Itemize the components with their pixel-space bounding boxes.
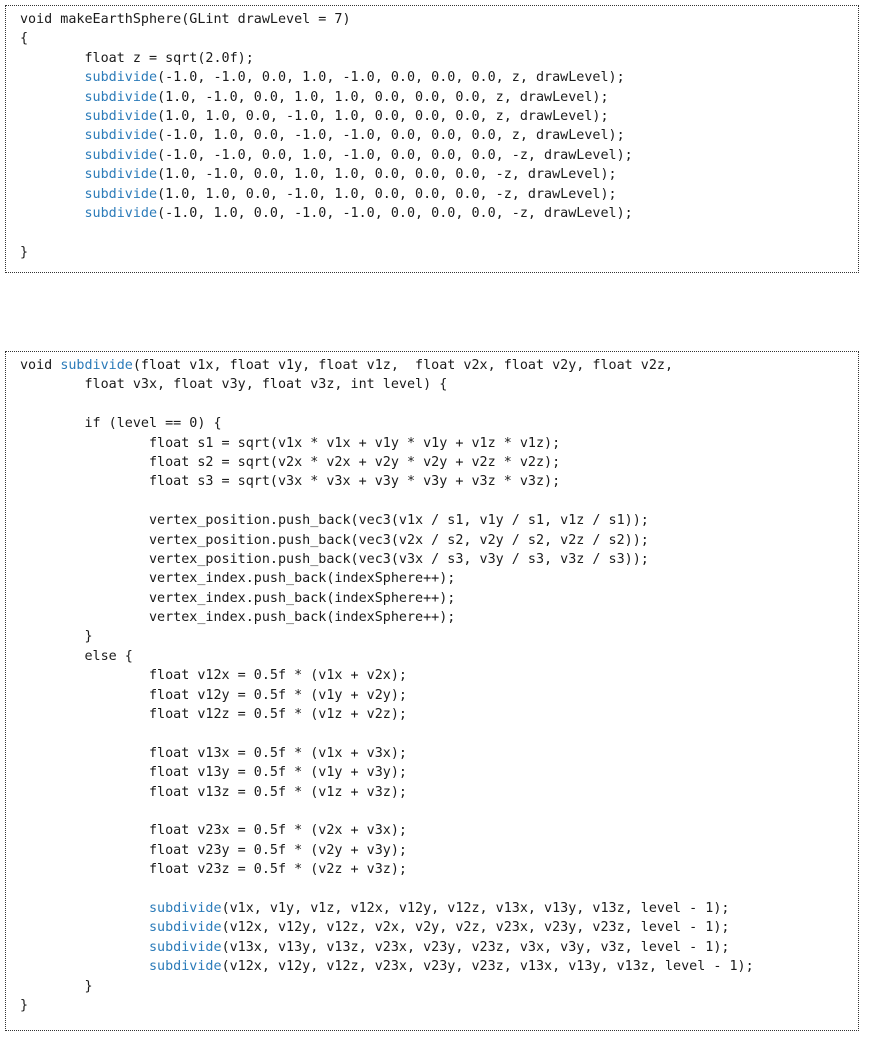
code-text: if (level == 0) {	[20, 416, 222, 432]
code-text: vertex_position.push_back(vec3(v3x / s3, v3y / s3, v3z / s3));	[20, 551, 649, 567]
code-text: (1.0, 1.0, 0.0, -1.0, 1.0, 0.0, 0.0, 0.0, -z, drawLevel);	[157, 186, 617, 202]
code-text: (1.0, -1.0, 0.0, 1.0, 1.0, 0.0, 0.0, 0.0, -z, drawLevel);	[157, 167, 617, 183]
code-text: (v12x, v12y, v12z, v2x, v2y, v2z, v23x, v23y, v23z, level - 1);	[221, 920, 730, 936]
code-line	[20, 185, 858, 204]
code-text: (-1.0, 1.0, 0.0, -1.0, -1.0, 0.0, 0.0, 0.0, z, drawLevel);	[157, 128, 625, 144]
code-text: }	[20, 629, 93, 645]
code-line	[20, 395, 858, 414]
code-line	[20, 744, 858, 763]
code-line	[20, 29, 858, 48]
code-line	[20, 375, 858, 394]
code-line	[20, 204, 858, 223]
code-line	[20, 899, 858, 918]
code-line	[20, 434, 858, 453]
code-text: (v13x, v13y, v13z, v23x, v23y, v23z, v3x, v3y, v3z, level - 1);	[221, 939, 730, 955]
code-line	[20, 126, 858, 145]
code-text: {	[20, 31, 29, 47]
code-text	[20, 187, 85, 202]
code-block-make-earth-sphere	[5, 5, 859, 273]
code-line	[20, 705, 858, 724]
code-text: }	[20, 244, 29, 260]
code-line	[20, 88, 858, 107]
code-text: float v13y = 0.5f * (v1y + v3y);	[20, 765, 407, 781]
function-name: subdivide	[149, 920, 222, 936]
code-text	[20, 109, 85, 124]
function-name: subdivide	[84, 147, 158, 163]
code-text: float s3 = sqrt(v3x * v3x + v3y * v3y + v3z * v3z);	[20, 474, 561, 490]
function-name: subdivide	[84, 205, 158, 221]
code-line	[20, 414, 858, 433]
function-name: subdivide	[84, 89, 158, 105]
code-line	[20, 10, 858, 29]
code-line	[20, 627, 858, 646]
code-line	[20, 821, 858, 840]
code-line	[20, 783, 858, 802]
code-line	[20, 492, 858, 511]
code-text	[20, 167, 85, 182]
code-text: else {	[20, 648, 133, 664]
code-line	[20, 243, 858, 262]
function-name: subdivide	[84, 167, 158, 183]
function-name: subdivide	[149, 900, 222, 916]
code-text: void	[20, 358, 61, 373]
code-line	[20, 68, 858, 87]
code-line	[20, 918, 858, 937]
code-text: float v13x = 0.5f * (v1x + v3x);	[20, 745, 407, 761]
code-text: (v1x, v1y, v1z, v12x, v12y, v12z, v13x, v13y, v13z, level - 1);	[221, 900, 730, 916]
code-text: float v23x = 0.5f * (v2x + v3x);	[20, 823, 407, 839]
code-line	[20, 996, 858, 1015]
code-text	[20, 901, 149, 916]
code-text: float v3x, float v3y, float v3z, int level) {	[20, 377, 448, 393]
code-text	[20, 940, 149, 955]
code-line	[20, 165, 858, 184]
code-line	[20, 511, 858, 530]
function-name: subdivide	[84, 128, 158, 144]
function-name: subdivide	[60, 358, 133, 373]
code-text: float v12x = 0.5f * (v1x + v2x);	[20, 668, 407, 684]
code-text: (v12x, v12y, v12z, v23x, v23y, v23z, v13x, v13y, v13z, level - 1);	[221, 959, 754, 975]
code-text: void makeEarthSphere(GLint drawLevel = 7)	[20, 12, 351, 27]
code-line	[20, 724, 858, 743]
code-line	[20, 802, 858, 821]
code-text: (float v1x, float v1y, float v1z, float v2x, float v2y, float v2z,	[132, 358, 674, 373]
code-text: (1.0, 1.0, 0.0, -1.0, 1.0, 0.0, 0.0, 0.0, z, drawLevel);	[157, 108, 609, 124]
code-text: (-1.0, 1.0, 0.0, -1.0, -1.0, 0.0, 0.0, 0.0, -z, drawLevel);	[157, 205, 633, 221]
code-line	[20, 938, 858, 957]
code-line	[20, 763, 858, 782]
code-text: }	[20, 997, 29, 1013]
function-name: subdivide	[149, 959, 222, 975]
code-line	[20, 569, 858, 588]
code-text: (1.0, -1.0, 0.0, 1.0, 1.0, 0.0, 0.0, 0.0, z, drawLevel);	[157, 89, 609, 105]
code-text: float v12z = 0.5f * (v1z + v2z);	[20, 707, 407, 723]
code-line	[20, 860, 858, 879]
function-name: subdivide	[149, 939, 222, 955]
code-block-subdivide	[5, 351, 859, 1031]
code-text: float v23z = 0.5f * (v2z + v3z);	[20, 862, 407, 878]
code-text	[20, 206, 85, 221]
code-text: vertex_index.push_back(indexSphere++);	[20, 571, 456, 587]
code-line	[20, 589, 858, 608]
code-text: float v23y = 0.5f * (v2y + v3y);	[20, 842, 407, 858]
code-line	[20, 107, 858, 126]
code-line	[20, 49, 858, 68]
code-text: (-1.0, -1.0, 0.0, 1.0, -1.0, 0.0, 0.0, 0.0, -z, drawLevel);	[157, 147, 633, 163]
code-text: float z = sqrt(2.0f);	[20, 50, 254, 66]
code-line	[20, 146, 858, 165]
code-text	[20, 128, 85, 143]
code-text	[20, 70, 85, 85]
code-line	[20, 977, 858, 996]
code-line	[20, 666, 858, 685]
code-text: float v13z = 0.5f * (v1z + v3z);	[20, 784, 407, 800]
code-line	[20, 472, 858, 491]
function-name: subdivide	[84, 108, 158, 124]
code-line	[20, 686, 858, 705]
code-text: float v12y = 0.5f * (v1y + v2y);	[20, 687, 407, 703]
code-text	[20, 920, 149, 935]
code-text	[20, 90, 85, 105]
code-text: }	[20, 978, 93, 994]
code-text: (-1.0, -1.0, 0.0, 1.0, -1.0, 0.0, 0.0, 0.0, z, drawLevel);	[157, 70, 625, 86]
code-line	[20, 608, 858, 627]
code-line	[20, 531, 858, 550]
code-text	[20, 959, 149, 974]
code-line	[20, 223, 858, 242]
code-line	[20, 880, 858, 899]
code-line	[20, 647, 858, 666]
code-text: vertex_index.push_back(indexSphere++);	[20, 590, 456, 606]
code-line	[20, 550, 858, 569]
code-line	[20, 957, 858, 976]
code-text	[20, 148, 85, 163]
code-text: float s2 = sqrt(v2x * v2x + v2y * v2y + v2z * v2z);	[20, 454, 561, 470]
code-line	[20, 453, 858, 472]
function-name: subdivide	[84, 186, 158, 202]
code-text: vertex_index.push_back(indexSphere++);	[20, 610, 456, 626]
code-line	[20, 356, 858, 375]
function-name: subdivide	[84, 70, 158, 86]
code-text: vertex_position.push_back(vec3(v1x / s1, v1y / s1, v1z / s1));	[20, 513, 649, 529]
code-text: float s1 = sqrt(v1x * v1x + v1y * v1y + v1z * v1z);	[20, 435, 561, 451]
code-line	[20, 841, 858, 860]
code-text: vertex_position.push_back(vec3(v2x / s2, v2y / s2, v2z / s2));	[20, 532, 649, 548]
